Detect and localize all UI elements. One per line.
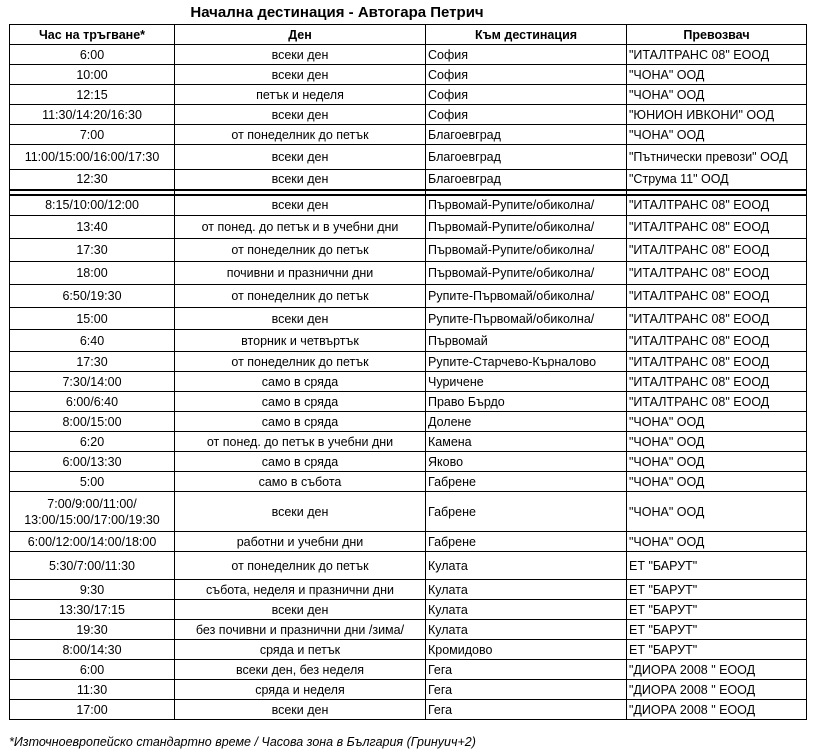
cell-carrier: "ЧОНА" ООД — [627, 472, 807, 492]
cell-time: 9:30 — [10, 580, 175, 600]
table-row — [10, 352, 807, 372]
cell-time: 8:15/10:00/12:00 — [10, 195, 175, 216]
table-row — [10, 580, 807, 600]
table-row — [10, 432, 807, 452]
cell-time: 13:30/17:15 — [10, 600, 175, 620]
table-row — [10, 452, 807, 472]
cell-day: всеки ден — [175, 145, 426, 170]
cell-carrier: "ЧОНА" ООД — [627, 492, 807, 532]
cell-destination: София — [426, 45, 627, 65]
cell-time: 7:00 — [10, 125, 175, 145]
page-title: Начална дестинация - Автогара Петрич — [190, 4, 484, 21]
cell-destination: Гега — [426, 700, 627, 720]
cell-time: 6:50/19:30 — [10, 285, 175, 308]
cell-time — [10, 492, 175, 532]
cell-day: само в сряда — [175, 452, 426, 472]
table-row — [10, 492, 807, 532]
cell-destination: Кулата — [426, 620, 627, 640]
cell-time: 8:00/14:30 — [10, 640, 175, 660]
cell-destination: Първомай — [426, 330, 627, 352]
cell-carrier: "ИТАЛТРАНС 08" ЕООД — [627, 330, 807, 352]
table-row — [10, 262, 807, 285]
header-carrier: Превозвач — [627, 25, 807, 45]
cell-day: всеки ден — [175, 195, 426, 216]
cell-time: 5:00 — [10, 472, 175, 492]
cell-carrier: "ИТАЛТРАНС 08" ЕООД — [627, 262, 807, 285]
cell-destination: Габрене — [426, 472, 627, 492]
cell-time-line: 7:00/9:00/11:00/ — [47, 496, 137, 511]
cell-carrier: "ИТАЛТРАНС 08" ЕООД — [627, 239, 807, 262]
cell-time: 18:00 — [10, 262, 175, 285]
cell-day: сряда и петък — [175, 640, 426, 660]
cell-time: 6:00 — [10, 45, 175, 65]
cell-carrier: "ЮНИОН ИВКОНИ" ООД — [627, 105, 807, 125]
cell-carrier: "ЧОНА" ООД — [627, 412, 807, 432]
cell-carrier: "ЧОНА" ООД — [627, 532, 807, 552]
cell-carrier: "ДИОРА 2008 " ЕООД — [627, 660, 807, 680]
cell-day: всеки ден — [175, 308, 426, 330]
cell-time: 11:30 — [10, 680, 175, 700]
table-row — [10, 680, 807, 700]
cell-day: всеки ден — [175, 170, 426, 190]
cell-destination: Рупите-Старчево-Кърналово — [426, 352, 627, 372]
table-row — [10, 640, 807, 660]
cell-day: вторник и четвъртък — [175, 330, 426, 352]
cell-destination: Габрене — [426, 532, 627, 552]
cell-carrier: "ЧОНА" ООД — [627, 65, 807, 85]
table-row — [10, 472, 807, 492]
table-row — [10, 600, 807, 620]
header-row — [10, 25, 807, 45]
cell-time: 7:30/14:00 — [10, 372, 175, 392]
cell-carrier: "ИТАЛТРАНС 08" ЕООД — [627, 285, 807, 308]
cell-destination: Рупите-Първомай/обиколна/ — [426, 308, 627, 330]
cell-destination: Кулата — [426, 552, 627, 580]
cell-carrier: "ЧОНА" ООД — [627, 452, 807, 472]
table-row — [10, 700, 807, 720]
cell-day: от понеделник до петък — [175, 352, 426, 372]
cell-time-line: 13:00/15:00/17:00/19:30 — [24, 512, 160, 527]
table-row — [10, 145, 807, 170]
cell-day: всеки ден — [175, 700, 426, 720]
table-row — [10, 330, 807, 352]
cell-carrier: ЕТ "БАРУТ" — [627, 580, 807, 600]
cell-time: 13:40 — [10, 216, 175, 239]
cell-day: от понед. до петък и в учебни дни — [175, 216, 426, 239]
cell-day: само в сряда — [175, 372, 426, 392]
header-day: Ден — [175, 25, 426, 45]
cell-carrier: "ИТАЛТРАНС 08" ЕООД — [627, 352, 807, 372]
cell-carrier: ЕТ "БАРУТ" — [627, 552, 807, 580]
cell-destination: София — [426, 85, 627, 105]
cell-day: без почивни и празнични дни /зима/ — [175, 620, 426, 640]
cell-time: 12:30 — [10, 170, 175, 190]
cell-destination: Първомай-Рупите/обиколна/ — [426, 195, 627, 216]
cell-time: 10:00 — [10, 65, 175, 85]
cell-day: от понед. до петък в учебни дни — [175, 432, 426, 452]
cell-time: 8:00/15:00 — [10, 412, 175, 432]
table-row — [10, 532, 807, 552]
cell-destination: Право Бърдо — [426, 392, 627, 412]
table-row — [10, 65, 807, 85]
cell-carrier: "ИТАЛТРАНС 08" ЕООД — [627, 195, 807, 216]
cell-day: всеки ден — [175, 65, 426, 85]
cell-destination: Кромидово — [426, 640, 627, 660]
cell-destination: Кулата — [426, 580, 627, 600]
cell-carrier: "ИТАЛТРАНС 08" ЕООД — [627, 216, 807, 239]
cell-destination: София — [426, 65, 627, 85]
cell-carrier: ЕТ "БАРУТ" — [627, 640, 807, 660]
table-row — [10, 170, 807, 190]
cell-destination: Първомай-Рупите/обиколна/ — [426, 262, 627, 285]
cell-time: 17:00 — [10, 700, 175, 720]
cell-day: само в сряда — [175, 392, 426, 412]
cell-carrier: "ЧОНА" ООД — [627, 432, 807, 452]
cell-time: 12:15 — [10, 85, 175, 105]
cell-carrier: "Пътнически превози" ООД — [627, 145, 807, 170]
cell-day: само в сряда — [175, 412, 426, 432]
cell-carrier: "Струма 11" ООД — [627, 170, 807, 190]
cell-day: всеки ден — [175, 105, 426, 125]
cell-carrier: "ДИОРА 2008 " ЕООД — [627, 700, 807, 720]
cell-day: почивни и празнични дни — [175, 262, 426, 285]
table-row — [10, 620, 807, 640]
cell-carrier: "ДИОРА 2008 " ЕООД — [627, 680, 807, 700]
table-row — [10, 105, 807, 125]
cell-destination: Рупите-Първомай/обиколна/ — [426, 285, 627, 308]
cell-time: 6:00/6:40 — [10, 392, 175, 412]
schedule-table — [9, 24, 807, 720]
cell-destination: Благоевград — [426, 145, 627, 170]
cell-destination: Гега — [426, 680, 627, 700]
header-time: Час на тръгване* — [10, 25, 175, 45]
cell-destination: Долене — [426, 412, 627, 432]
cell-carrier: "ЧОНА" ООД — [627, 85, 807, 105]
cell-day: всеки ден — [175, 492, 426, 532]
table-row — [10, 660, 807, 680]
cell-day: сряда и неделя — [175, 680, 426, 700]
cell-time: 6:20 — [10, 432, 175, 452]
cell-carrier: ЕТ "БАРУТ" — [627, 600, 807, 620]
cell-day: работни и учебни дни — [175, 532, 426, 552]
cell-destination: Камена — [426, 432, 627, 452]
table-row — [10, 216, 807, 239]
cell-destination: Благоевград — [426, 125, 627, 145]
cell-day: всеки ден, без неделя — [175, 660, 426, 680]
cell-destination: Чуричене — [426, 372, 627, 392]
cell-time: 6:00 — [10, 660, 175, 680]
table-row — [10, 392, 807, 412]
cell-carrier: ЕТ "БАРУТ" — [627, 620, 807, 640]
cell-day: от понеделник до петък — [175, 125, 426, 145]
cell-time: 19:30 — [10, 620, 175, 640]
cell-destination: Габрене — [426, 492, 627, 532]
cell-day: само в събота — [175, 472, 426, 492]
table-row — [10, 285, 807, 308]
table-row — [10, 125, 807, 145]
table-row — [10, 308, 807, 330]
table-row — [10, 45, 807, 65]
cell-destination: София — [426, 105, 627, 125]
cell-time: 6:00/12:00/14:00/18:00 — [10, 532, 175, 552]
cell-day: събота, неделя и празнични дни — [175, 580, 426, 600]
cell-time: 6:00/13:30 — [10, 452, 175, 472]
cell-time: 11:00/15:00/16:00/17:30 — [10, 145, 175, 170]
table-row — [10, 412, 807, 432]
cell-carrier: "ИТАЛТРАНС 08" ЕООД — [627, 372, 807, 392]
cell-time: 6:40 — [10, 330, 175, 352]
cell-time: 5:30/7:00/11:30 — [10, 552, 175, 580]
cell-destination: Гега — [426, 660, 627, 680]
cell-destination: Яково — [426, 452, 627, 472]
cell-carrier: "ИТАЛТРАНС 08" ЕООД — [627, 392, 807, 412]
cell-destination: Кулата — [426, 600, 627, 620]
cell-destination: Първомай-Рупите/обиколна/ — [426, 216, 627, 239]
cell-day: от понеделник до петък — [175, 239, 426, 262]
cell-time: 15:00 — [10, 308, 175, 330]
table-row — [10, 552, 807, 580]
cell-day: всеки ден — [175, 600, 426, 620]
table-row — [10, 372, 807, 392]
cell-destination: Благоевград — [426, 170, 627, 190]
cell-carrier: "ИТАЛТРАНС 08" ЕООД — [627, 45, 807, 65]
cell-carrier: "ИТАЛТРАНС 08" ЕООД — [627, 308, 807, 330]
table-row — [10, 85, 807, 105]
cell-carrier: "ЧОНА" ООД — [627, 125, 807, 145]
cell-time: 11:30/14:20/16:30 — [10, 105, 175, 125]
cell-time: 17:30 — [10, 352, 175, 372]
table-row — [10, 195, 807, 216]
cell-destination: Първомай-Рупите/обиколна/ — [426, 239, 627, 262]
cell-time: 17:30 — [10, 239, 175, 262]
header-destination: Към дестинация — [426, 25, 627, 45]
timezone-footnote: *Източноевропейско стандартно време / Часова зона в България (Гринуич+2) — [9, 735, 476, 749]
cell-day: от понеделник до петък — [175, 552, 426, 580]
cell-day: от понеделник до петък — [175, 285, 426, 308]
cell-day: петък и неделя — [175, 85, 426, 105]
table-row — [10, 239, 807, 262]
cell-day: всеки ден — [175, 45, 426, 65]
